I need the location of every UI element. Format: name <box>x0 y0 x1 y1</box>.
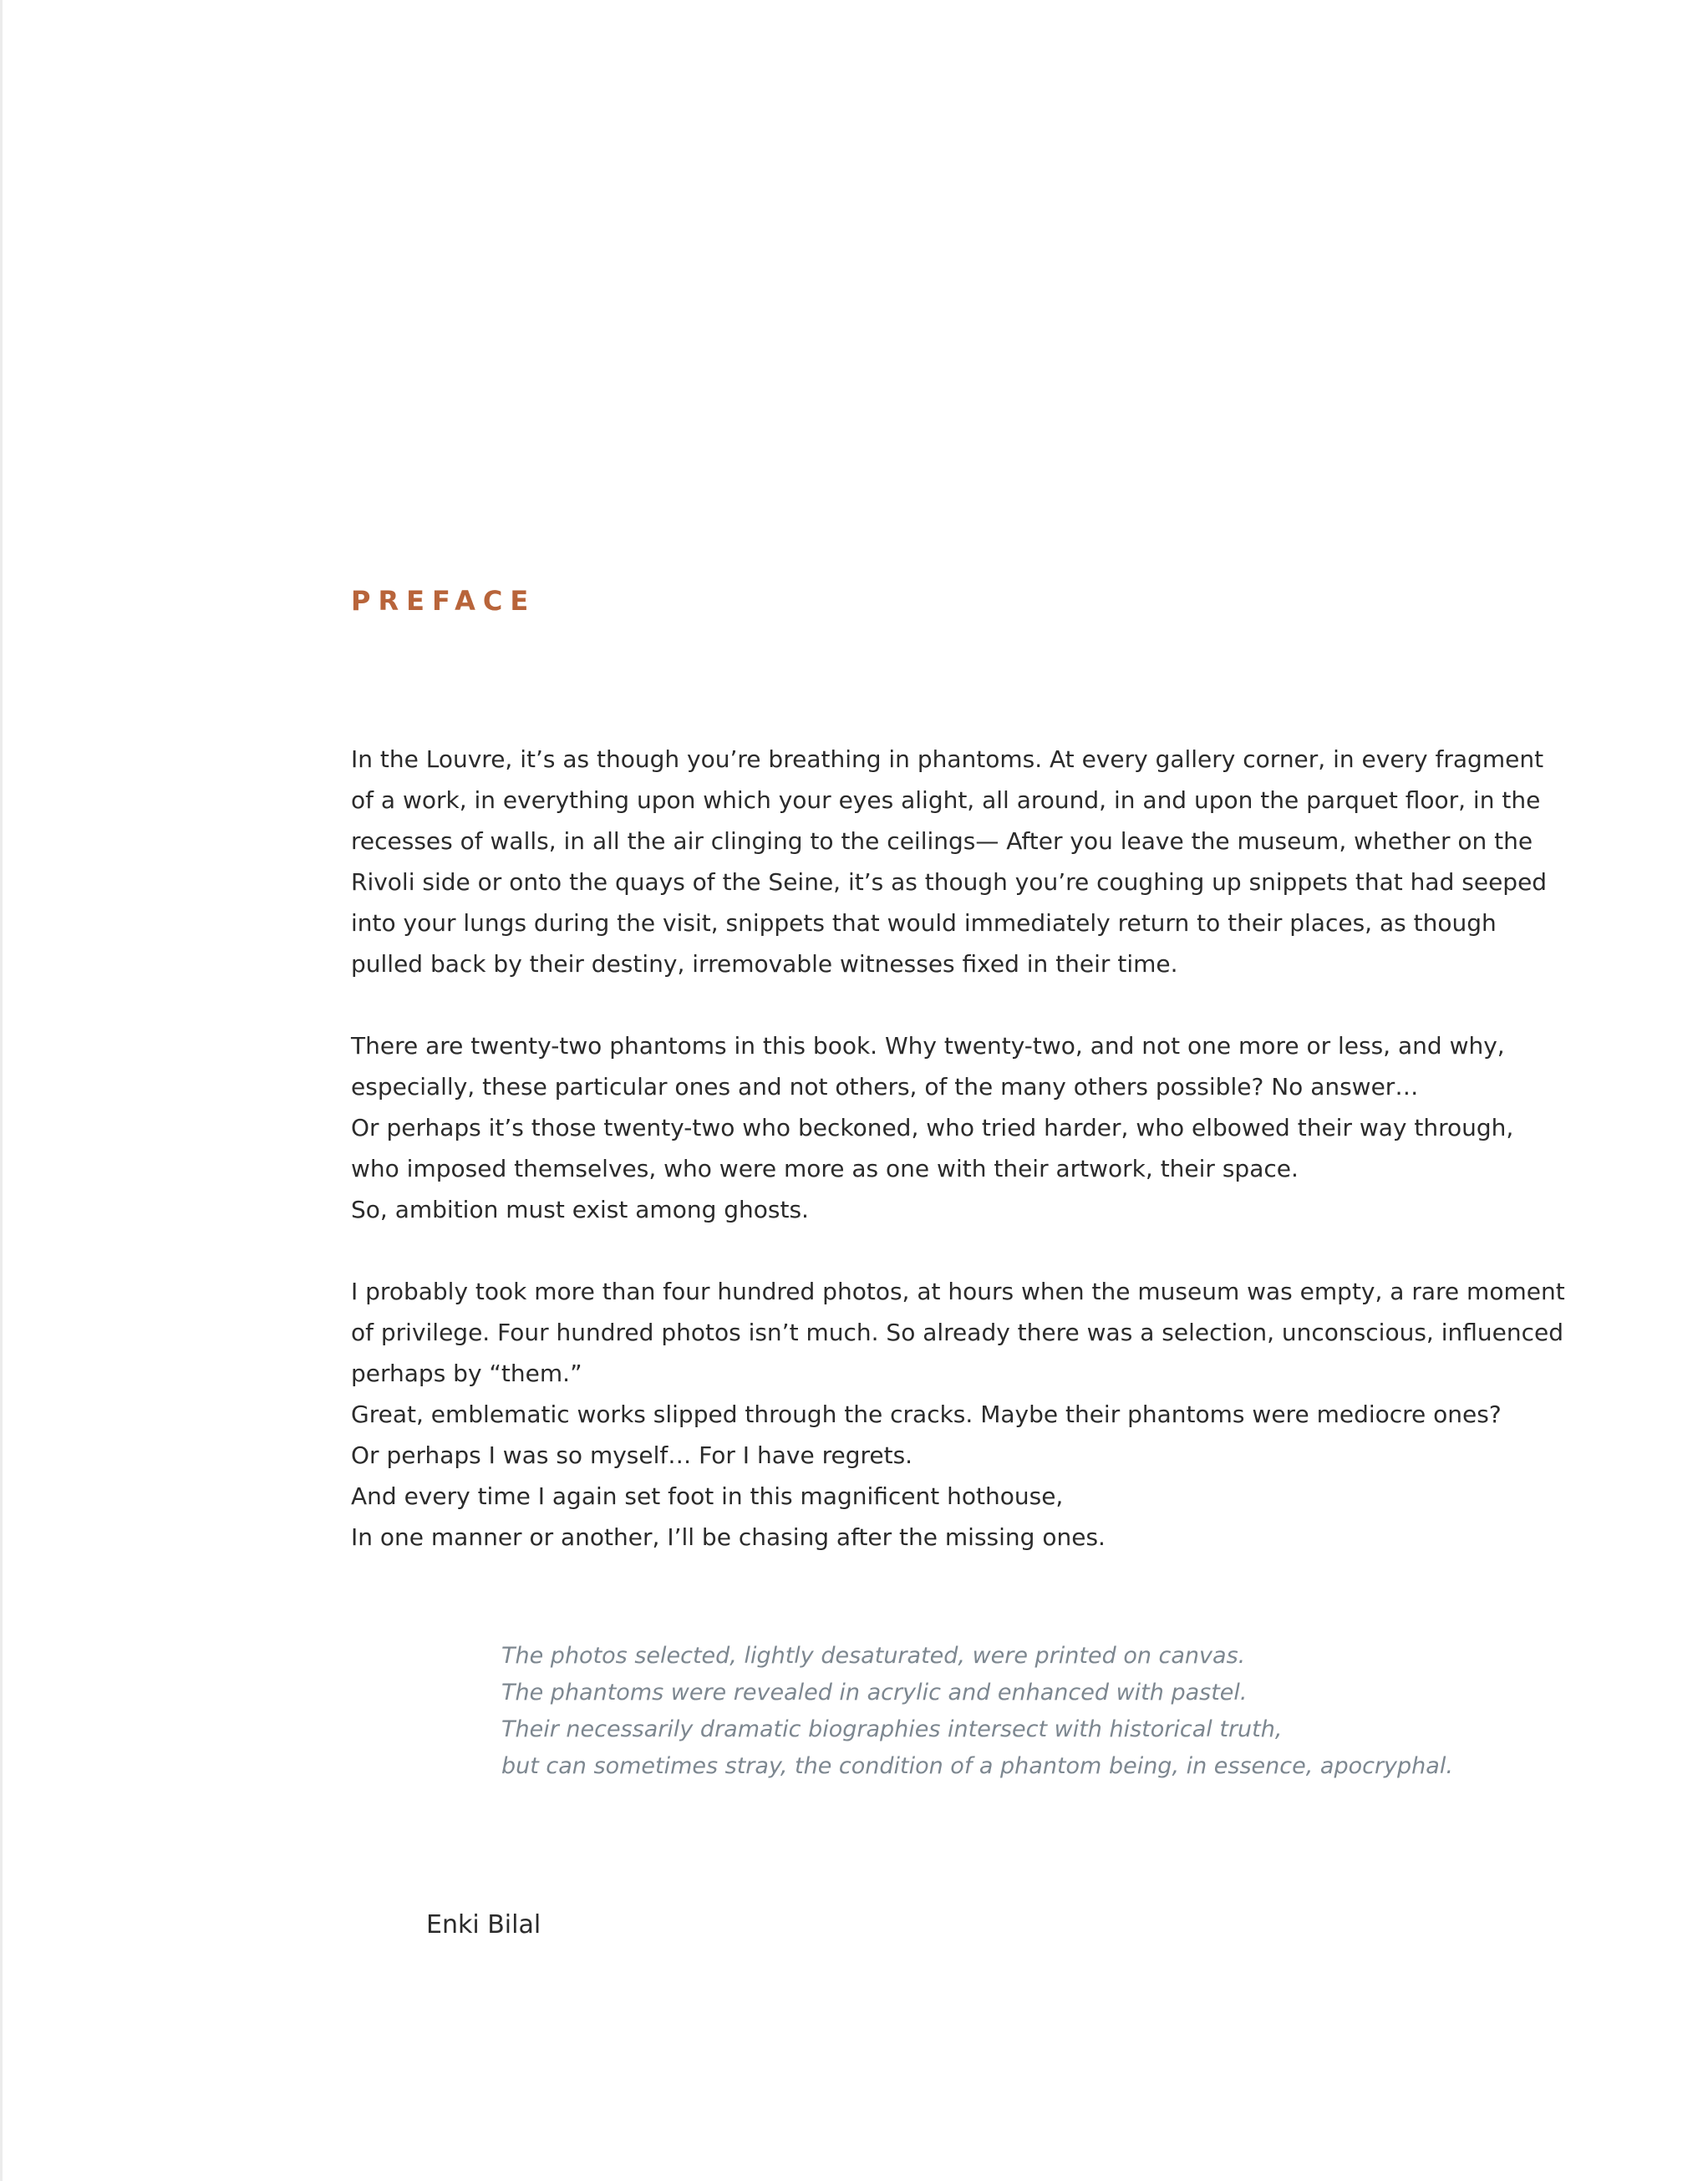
paragraph-line: especially, these particular ones and not others, of the many others possible? No answer… <box>351 1073 1419 1101</box>
paragraph-line: recesses of walls, in all the air clinging to the ceilings— After you leave the museum, whether on the <box>351 827 1533 855</box>
paragraph-line: of a work, in everything upon which your eyes alight, all around, in and upon the parquet floor, in the <box>351 786 1541 814</box>
note-line: Their necessarily dramatic biographies intersect with historical truth, <box>501 1716 1283 1742</box>
technique-note <box>501 1638 1504 1785</box>
page-edge <box>0 0 3 2181</box>
paragraph-line: Rivoli side or onto the quays of the Seine, it’s as though you’re coughing up snippets that had seeped <box>351 868 1548 896</box>
paragraph-1 <box>351 739 1554 984</box>
paragraph-line: I probably took more than four hundred photos, at hours when the museum was empty, a rare moment <box>351 1278 1565 1305</box>
preface-body <box>351 739 1565 1599</box>
paragraph-line: who imposed themselves, who were more as one with their artwork, their space. <box>351 1155 1299 1182</box>
paragraph-3 <box>351 1271 1565 1558</box>
paragraph-2 <box>351 1025 1554 1230</box>
paragraph-line: Or perhaps it’s those twenty-two who beckoned, who tried harder, who elbowed their way through, <box>351 1114 1514 1141</box>
note-line: The phantoms were revealed in acrylic and enhanced with pastel. <box>501 1680 1248 1706</box>
paragraph-line: In the Louvre, it’s as though you’re breathing in phantoms. At every gallery corner, in every fragment <box>351 745 1544 773</box>
author-signature: Enki Bilal <box>426 1910 541 1940</box>
note-line: but can sometimes stray, the condition of a phantom being, in essence, apocryphal. <box>501 1753 1453 1779</box>
paragraph-line: into your lungs during the visit, snippets that would immediately return to their places, as though <box>351 909 1497 937</box>
paragraph-line: And every time I again set foot in this magnificent hothouse, <box>351 1482 1064 1510</box>
paragraph-line: There are twenty-two phantoms in this book. Why twenty-two, and not one more or less, and why, <box>351 1032 1505 1060</box>
paragraph-line: Or perhaps I was so myself… For I have regrets. <box>351 1441 913 1469</box>
paragraph-line: of privilege. Four hundred photos isn’t much. So already there was a selection, unconscious, influenced <box>351 1319 1563 1346</box>
paragraph-line: So, ambition must exist among ghosts. <box>351 1196 809 1223</box>
note-line: The photos selected, lightly desaturated, were printed on canvas. <box>501 1643 1246 1669</box>
paragraph-line: Great, emblematic works slipped through the cracks. Maybe their phantoms were mediocre ones? <box>351 1401 1502 1428</box>
paragraph-line: perhaps by “them.” <box>351 1360 582 1387</box>
page-title: PREFACE <box>351 585 536 617</box>
paragraph-line: In one manner or another, I’ll be chasing after the missing ones. <box>351 1523 1106 1551</box>
paragraph-line: pulled back by their destiny, irremovable witnesses fixed in their time. <box>351 950 1178 978</box>
